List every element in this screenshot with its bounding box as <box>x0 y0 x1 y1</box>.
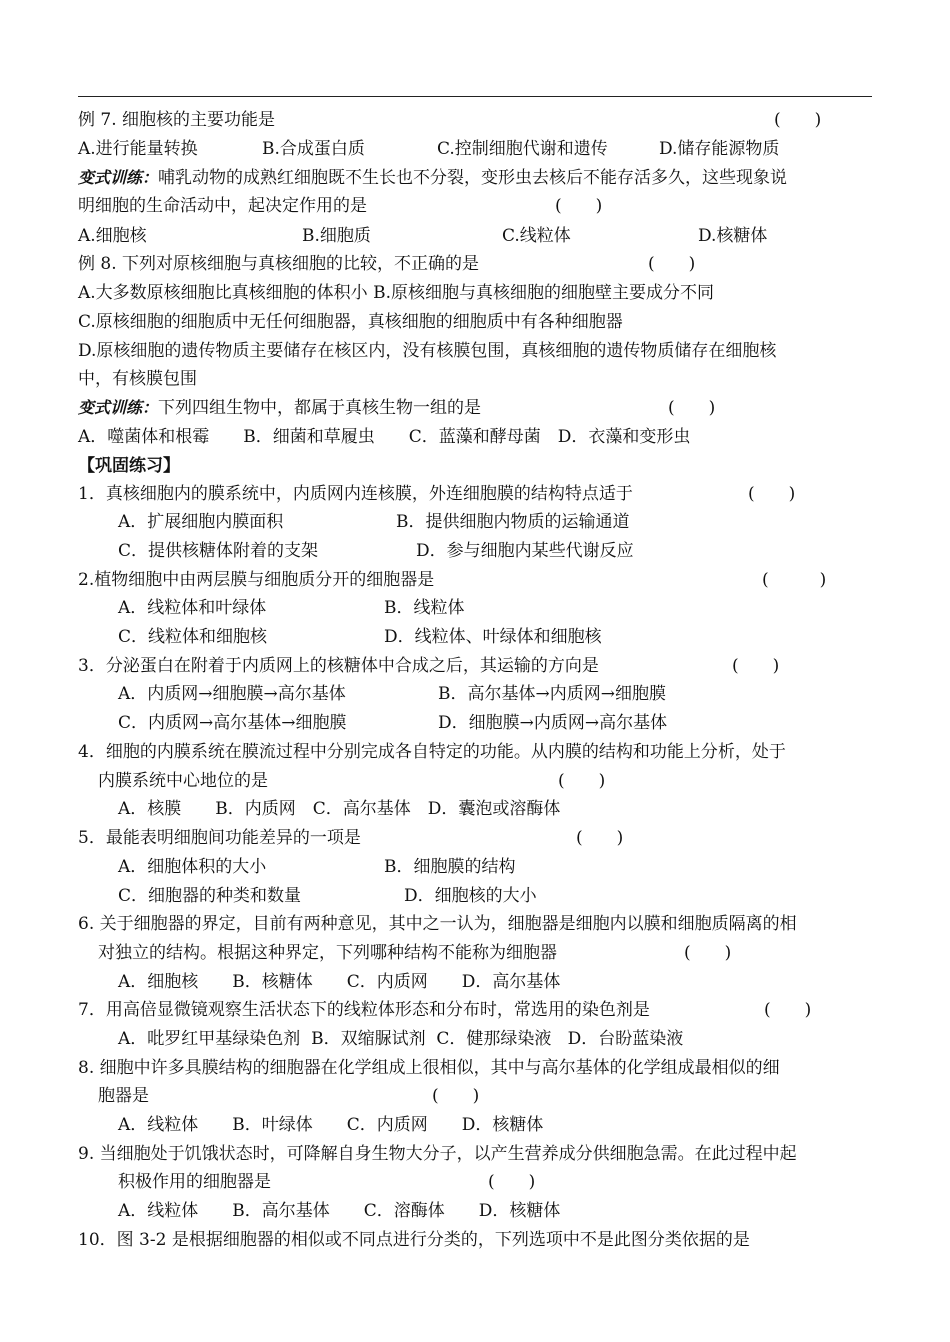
question-7-stem: 7．用高倍显微镜观察生活状态下的线粒体形态和分布时，常选用的染色剂是 <box>78 1000 650 1020</box>
question-5-option-c: C．细胞器的种类和数量 <box>118 886 302 906</box>
variant-training-2-question: 变式训练：下列四组生物中，都属于真核生物一组的是 <box>78 398 482 418</box>
variant-training-label: 变式训练： <box>78 398 159 417</box>
question-3-stem: 3．分泌蛋白在附着于内质网上的核糖体中合成之后，其运输的方向是 <box>78 656 599 676</box>
question-4-stem-line1: 4．细胞的内膜系统在膜流过程中分别完成各自特定的功能。从内膜的结构和功能上分析，处于 <box>78 742 786 762</box>
question-1-stem: 1．真核细胞内的膜系统中，内质网内连核膜，外连细胞膜的结构特点适于 <box>78 484 633 504</box>
question-4-options: A．核膜 B．内质网 C．高尔基体 D．囊泡或溶酶体 <box>118 799 561 819</box>
question-6-options: A．细胞核 B．核糖体 C．内质网 D．高尔基体 <box>118 972 561 992</box>
question-9-stem-line1: 9. 当细胞处于饥饿状态时，可降解自身生物大分子，以产生营养成分供细胞急需。在此过程中起 <box>78 1144 797 1164</box>
question-5-option-b: B．细胞膜的结构 <box>384 857 516 877</box>
question-6-stem-line2: 对独立的结构。根据这种界定，下列哪种结构不能称为细胞器 <box>98 943 557 963</box>
question-2-answer-blank: ( ) <box>762 570 827 590</box>
example-7-option-b: B.合成蛋白质 <box>262 139 365 159</box>
question-8-stem-line1: 8. 细胞中许多具膜结构的细胞器在化学组成上很相似，其中与高尔基体的化学组成最相似的细 <box>78 1058 780 1078</box>
question-1-option-a: A．扩展细胞内膜面积 <box>118 512 284 532</box>
example-7-option-a: A.进行能量转换 <box>78 139 198 159</box>
example-8-option-d-line1: D.原核细胞的遗传物质主要储存在核区内，没有核膜包围，真核细胞的遗传物质储存在细胞核 <box>78 341 777 361</box>
question-1-option-b: B．提供细胞内物质的运输通道 <box>396 512 630 532</box>
question-5-stem: 5．最能表明细胞间功能差异的一项是 <box>78 828 361 848</box>
question-2-option-c: C．线粒体和细胞核 <box>118 627 268 647</box>
example-8-option-c: C.原核细胞的细胞质中无任何细胞器，真核细胞的细胞质中有各种细胞器 <box>78 312 623 332</box>
example-8-option-a-b: A.大多数原核细胞比真核细胞的体积小 B.原核细胞与真核细胞的细胞壁主要成分不同 <box>78 283 714 303</box>
section-heading: 【巩固练习】 <box>78 456 180 476</box>
question-3-option-a: A．内质网→细胞膜→高尔基体 <box>118 684 346 704</box>
question-8-answer-blank: ( ) <box>432 1086 480 1106</box>
question-6-answer-blank: ( ) <box>684 943 732 963</box>
variant-training-1-option-a: A.细胞核 <box>78 226 147 246</box>
question-5-option-a: A．细胞体积的大小 <box>118 857 267 877</box>
question-2-option-b: B．线粒体 <box>384 598 465 618</box>
question-3-option-b: B．高尔基体→内质网→细胞膜 <box>438 684 666 704</box>
question-7-answer-blank: ( ) <box>764 1000 812 1020</box>
question-4-stem-line2: 内膜系统中心地位的是 <box>98 771 268 791</box>
example-7-answer-blank: ( ) <box>774 110 822 130</box>
question-3-answer-blank: ( ) <box>732 656 780 676</box>
question-3-option-c: C．内质网→高尔基体→细胞膜 <box>118 713 347 733</box>
question-7-options: A．吡罗红甲基绿染色剂 B．双缩脲试剂 C．健那绿染液 D．台盼蓝染液 <box>118 1029 684 1049</box>
question-5-option-d: D．细胞核的大小 <box>404 886 537 906</box>
question-1-answer-blank: ( ) <box>748 484 796 504</box>
question-2-option-a: A．线粒体和叶绿体 <box>118 598 267 618</box>
question-9-options: A．线粒体 B．高尔基体 C．溶酶体 D．核糖体 <box>118 1201 561 1221</box>
question-9-answer-blank: ( ) <box>488 1172 536 1192</box>
variant-training-2-options: A．噬菌体和根霉 B．细菌和草履虫 C．蓝藻和酵母菌 D．衣藻和变形虫 <box>78 427 691 447</box>
question-8-stem-line2: 胞器是 <box>98 1086 149 1106</box>
variant-training-1-line2: 明细胞的生命活动中，起决定作用的是 <box>78 196 367 216</box>
variant-training-1-option-c: C.线粒体 <box>502 226 571 246</box>
variant-training-label: 变式训练： <box>78 168 159 187</box>
question-8-options: A．线粒体 B．叶绿体 C．内质网 D．核糖体 <box>118 1115 544 1135</box>
question-6-stem-line1: 6. 关于细胞器的界定，目前有两种意见，其中之一认为，细胞器是细胞内以膜和细胞质隔离的相 <box>78 914 797 934</box>
example-8-question: 例 8. 下列对原核细胞与真核细胞的比较，不正确的是 <box>78 254 480 274</box>
example-8-answer-blank: ( ) <box>648 254 696 274</box>
question-2-stem: 2.植物细胞中由两层膜与细胞质分开的细胞器是 <box>78 570 435 590</box>
question-9-stem-line2: 积极作用的细胞器是 <box>118 1172 271 1192</box>
question-1-option-c: C．提供核糖体附着的支架 <box>118 541 319 561</box>
variant-training-1-answer-blank: ( ) <box>555 196 603 216</box>
header-rule <box>78 96 872 97</box>
example-7-option-c: C.控制细胞代谢和遗传 <box>437 139 608 159</box>
example-7-question: 例 7. 细胞核的主要功能是 <box>78 110 276 130</box>
example-8-option-d-line2: 中，有核膜包围 <box>78 369 197 389</box>
variant-training-1-option-d: D.核糖体 <box>698 226 768 246</box>
question-3-option-d: D．细胞膜→内质网→高尔基体 <box>438 713 668 733</box>
variant-training-2-answer-blank: ( ) <box>668 398 716 418</box>
question-1-option-d: D．参与细胞内某些代谢反应 <box>416 541 634 561</box>
question-10-stem: 10．图 3-2 是根据细胞器的相似或不同点进行分类的，下列选项中不是此图分类依据的是 <box>78 1230 750 1250</box>
question-4-answer-blank: ( ) <box>558 771 606 791</box>
example-7-option-d: D.储存能源物质 <box>659 139 780 159</box>
question-5-answer-blank: ( ) <box>576 828 624 848</box>
question-2-option-d: D．线粒体、叶绿体和细胞核 <box>384 627 602 647</box>
variant-training-1-line1: 变式训练：哺乳动物的成熟红细胞既不生长也不分裂，变形虫去核后不能存活多久，这些现象说 <box>78 168 788 188</box>
variant-training-1-option-b: B.细胞质 <box>302 226 371 246</box>
